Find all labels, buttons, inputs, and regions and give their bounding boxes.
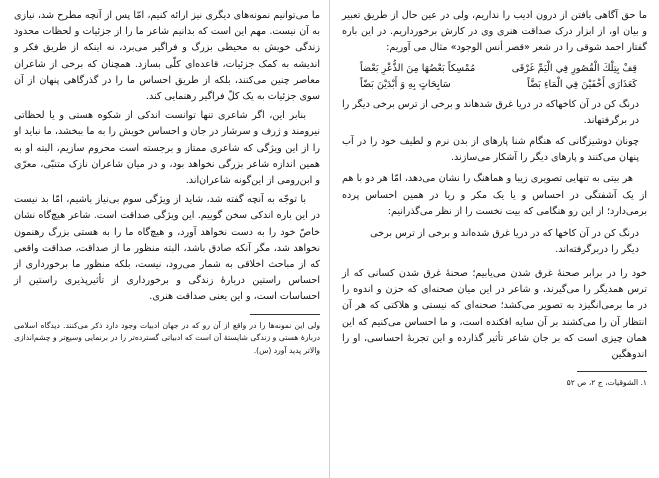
hemistich: مُمْسِكاً بَعْضُهَا مِنَ الذُّعْرِ بَعْضاً [360, 62, 476, 74]
left-paragraph-1: ما می‌توانیم نمونه‌های دیگری نیز ارائه کنیم، امّا پس از آنچه مطرح شد، نیازی به آن نیست. مهم این است که بدانیم شاعر ما را از جزئیات و لحظات محدود زندگی خویش به محیطی بزرگ و فراگیر می‌برد، نه اینکه از طریق فکر و اندیشه به کمک جزئیات، قاعده‌ای کلّی بسازد. همچنان که برخی از شاعران معاصر چنین می‌کنند، بلکه از طریق احساس ما را در گذرگاهی پنهان از آن سوی جزئیات به یک کلّ فراگیر رهنمایی کند. [14, 10, 320, 103]
poem-translation-2: چونان دوشیزگانی که هنگام شنا پارهای از بدن نرم و لطیف خود را در آب پنهان می‌کنند و پارهای دیگر را آشکار می‌سازند. [342, 136, 639, 164]
arabic-poem [342, 61, 647, 93]
left-footnote: ولی این نمونه‌ها را در واقع از آن رو که در جهان ادبیات وجود دارد ذکر می‌کنند. دیدگاه اسلامی دربارهٔ هستی و زندگی شایستهٔ آن است که ادبیاتی گسترده‌تر را در برنمایی وسیع‌تر و چشم‌اندازی والاتر پدید آورد (س). [14, 320, 320, 355]
left-paragraph-3: با توجّه به آنچه گفته شد، شاید از ویژگی سوم بی‌نیاز باشیم، امّا بد نیست در این باره اندکی سخن گوییم. این ویژگی صداقت است. شاعر هیچ‌گاه نشان خاصّ خود را به دست نخواهد آورد، و هیچ‌گاه ما را به هستی بزرگ رهنمون نخواهد شد، مگر آنکه صادق باشد، البته منظور ما از صداقت، صداقت واقعی که از مباحث اخلاقی به شمار می‌رود، نیست، بلکه منظور ما برخورداری از احساس راستین دربارهٔ زندگی و برخورداری از تأثیرپذیری راستین از احساسات است، و این یعنی صداقت هنری. [14, 194, 320, 303]
poem-verse [360, 61, 637, 77]
poem-translation-1: درنگ کن در آن کاخهاکه در دریا غرق شدهاند و برخی از ترس برخی دیگر را در برگرفتهاند. [341, 98, 639, 126]
block-quote: درنگ کن در آن کاخها که در دریا غرق شده‌اند و برخی از ترس برخی دیگر را دربرگرفته‌اند. [370, 228, 639, 256]
footnote-divider [577, 371, 647, 372]
right-intro-paragraph: ما حق آگاهی یافتن از درون ادیب را نداریم، ولی در عین حال از طریق تعبیر و بیان او، از ابزار درک صداقت هنری وی در کارش برخورداریم. در این باره گفتار احمد شوقی را در شعر «قصر أنس الوجود» مثال می آوریم: [342, 10, 647, 54]
left-paragraph-2: بنابر این، اگر شاعری تنها توانست اندکی از شکوه هستی و یا لحظاتی نیرومند و ژرف و سرشار در جان و احساس خویش را به ما ببخشد، ما نباید او را از این ویژگی که شاعری ممتاز و برجسته است محروم سازیم، البته او به همین اندازه شاعر بزرگی نخواهد بود، و در میان شاعران نازک متنبّی، معرّی و ابن‌رومی از این‌گونه شاعران‌اند. [14, 110, 320, 187]
poem-verse [360, 77, 637, 93]
right-footnote: ۱. الشوقیات، ج ۲، ص ۵۲ [566, 378, 647, 388]
right-paragraph-3: خود را در برابر صحنهٔ غرق شدن می‌یابیم؛ صحنهٔ غرق شدن کسانی که از ترس همدیگر را می‌گیرند، و شاعر در این میان صحنه‌ای که حزن و اندوه را در ما برمی‌انگیزد به تصویر می‌کشد؛ صحنه‌ای که نیستی و هلاکتی که هر آن انتظار آن را می‌کشند بر آن سایه افکنده است، و ما احساس می‌کنیم که این همان چیزی است که بر جان شاعر تأثیر گذارده و این تجربهٔ احساسی، او را اندوهگین [342, 268, 647, 361]
right-paragraph-2: هر بیتی به تنهایی تصویری زیبا و هماهنگ را نشان می‌دهد، امّا هر دو با هم از یک آشفتگی در احساس و یا یک مکر و ریا در همین احساس پرده برمی‌دارد؛ از این رو هنگامی که بیت نخست را از نظر می‌گذرانیم: [342, 173, 647, 217]
right-page [330, 0, 659, 478]
hemistich: سَابِحَاتٍ بِهِ وَ أَبْدَيْنَ بَضّاً [360, 78, 451, 90]
hemistich: كَعَذَارَى أَخْفَيْنَ فِي الْمَاءِ بَضَّاً [527, 78, 637, 90]
hemistich: قِفْ بِتِلْكَ الْقُصُورِ فِي الْيَمِّ غَرْقَى [511, 62, 637, 74]
footnote-divider [250, 314, 320, 315]
